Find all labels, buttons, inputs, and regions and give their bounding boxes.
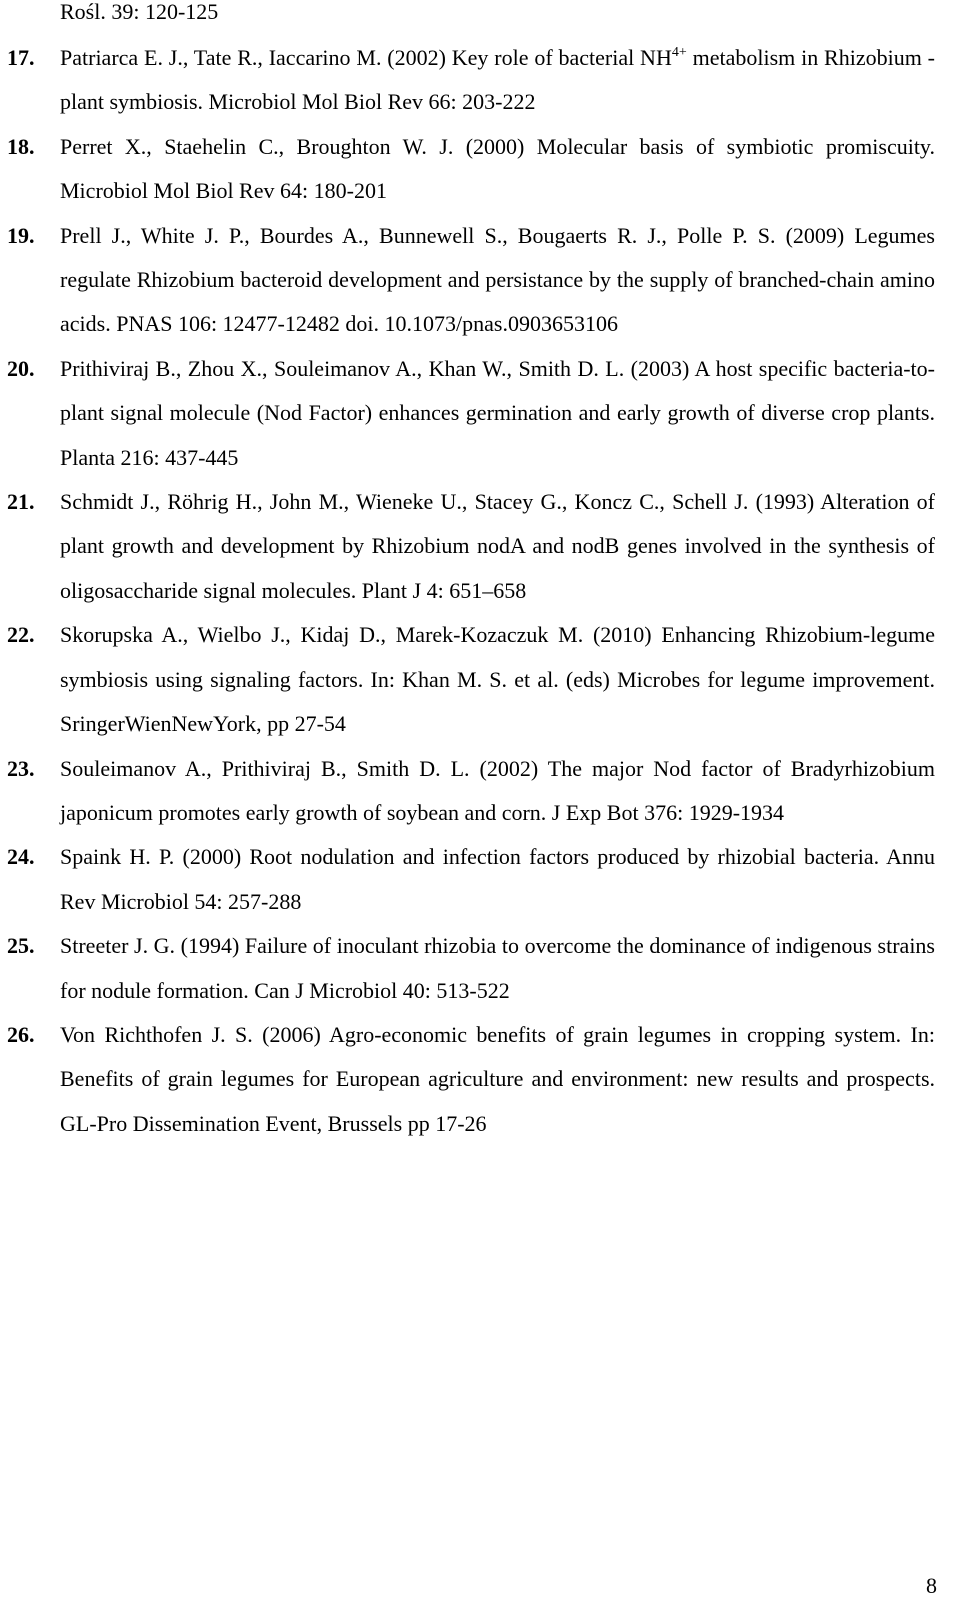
reference-item bbox=[0, 347, 960, 480]
reference-item bbox=[0, 835, 960, 924]
reference-text: Perret X., Staehelin C., Broughton W. J. (2000) Molecular basis of symbiotic promiscuity. Microbiol Mol Biol Rev 64: 180-201 bbox=[60, 133, 935, 204]
reference-item bbox=[0, 36, 960, 125]
reference-number: 17. bbox=[7, 45, 35, 70]
reference-item bbox=[0, 1013, 960, 1146]
reference-text: Von Richthofen J. S. (2006) Agro-economic benefits of grain legumes in cropping system. In: Benefits of grain legumes for European agriculture and environment: new results and prospects. GL-Pro Dissemination Event, Brussels pp 17-26 bbox=[60, 1021, 935, 1136]
reference-item bbox=[0, 924, 960, 1013]
reference-number: 24. bbox=[7, 844, 35, 870]
reference-text-part: metabolism in Rhizobium - plant symbiosis. Microbiol Mol Biol Rev 66: 203-222 bbox=[60, 45, 935, 115]
previous-reference-continuation: Rośl. 39: 120-125 bbox=[60, 0, 219, 24]
reference-text: Streeter J. G. (1994) Failure of inoculant rhizobia to overcome the dominance of indigenous strains for nodule formation. Can J Microbiol 40: 513-522 bbox=[60, 933, 935, 1003]
reference-text: Schmidt J., Röhrig H., John M., Wieneke U., Stacey G., Koncz C., Schell J. (1993) Alteration of plant growth and development by Rhizobium nodA and nodB genes involved in the synthesis of oligosaccharide signal molecules. Plant J 4: 651–658 bbox=[60, 489, 935, 603]
reference-item bbox=[0, 125, 960, 214]
reference-number: 22. bbox=[7, 622, 35, 648]
reference-item bbox=[0, 613, 960, 746]
reference-superscript: 4+ bbox=[671, 45, 687, 60]
page-number: 8 bbox=[926, 1573, 937, 1598]
reference-number: 26. bbox=[7, 1021, 35, 1047]
reference-number: 21. bbox=[7, 489, 35, 515]
reference-text: Prithiviraj B., Zhou X., Souleimanov A., Khan W., Smith D. L. (2003) A host specific bacteria-to-plant signal molecule (Nod Factor) enhances germination and early growth of diverse crop plants. Planta 216: 437-445 bbox=[60, 355, 935, 470]
reference-text: Souleimanov A., Prithiviraj B., Smith D. L. (2002) The major Nod factor of Bradyrhizobium japonicum promotes early growth of soybean and corn. J Exp Bot 376: 1929-1934 bbox=[60, 755, 935, 825]
reference-item bbox=[0, 480, 960, 613]
reference-number: 18. bbox=[7, 133, 35, 159]
reference-text: Prell J., White J. P., Bourdes A., Bunnewell S., Bougaerts R. J., Polle P. S. (2009) Legumes regulate Rhizobium bacteroid development and persistance by the supply of branched-chain amino acids. PNAS 106: 12477-12482 doi. 10.1073/pnas.0903653106 bbox=[60, 222, 935, 337]
reference-item bbox=[0, 747, 960, 836]
reference-number: 20. bbox=[7, 355, 35, 381]
reference-item bbox=[0, 214, 960, 347]
reference-text bbox=[60, 36, 935, 125]
reference-list bbox=[0, 36, 960, 1146]
reference-text: Skorupska A., Wielbo J., Kidaj D., Marek-Kozaczuk M. (2010) Enhancing Rhizobium-legume symbiosis using signaling factors. In: Khan M. S. et al. (eds) Microbes for legume improvement. SringerWienNewYork, pp 27-54 bbox=[60, 622, 935, 737]
reference-number: 23. bbox=[7, 755, 35, 781]
reference-text: Spaink H. P. (2000) Root nodulation and infection factors produced by rhizobial bacteria. Annu Rev Microbiol 54: 257-288 bbox=[60, 844, 935, 914]
reference-number: 19. bbox=[7, 222, 35, 248]
reference-text-part: Patriarca E. J., Tate R., Iaccarino M. (2002) Key role of bacterial NH bbox=[60, 45, 672, 70]
reference-number: 25. bbox=[7, 933, 35, 959]
